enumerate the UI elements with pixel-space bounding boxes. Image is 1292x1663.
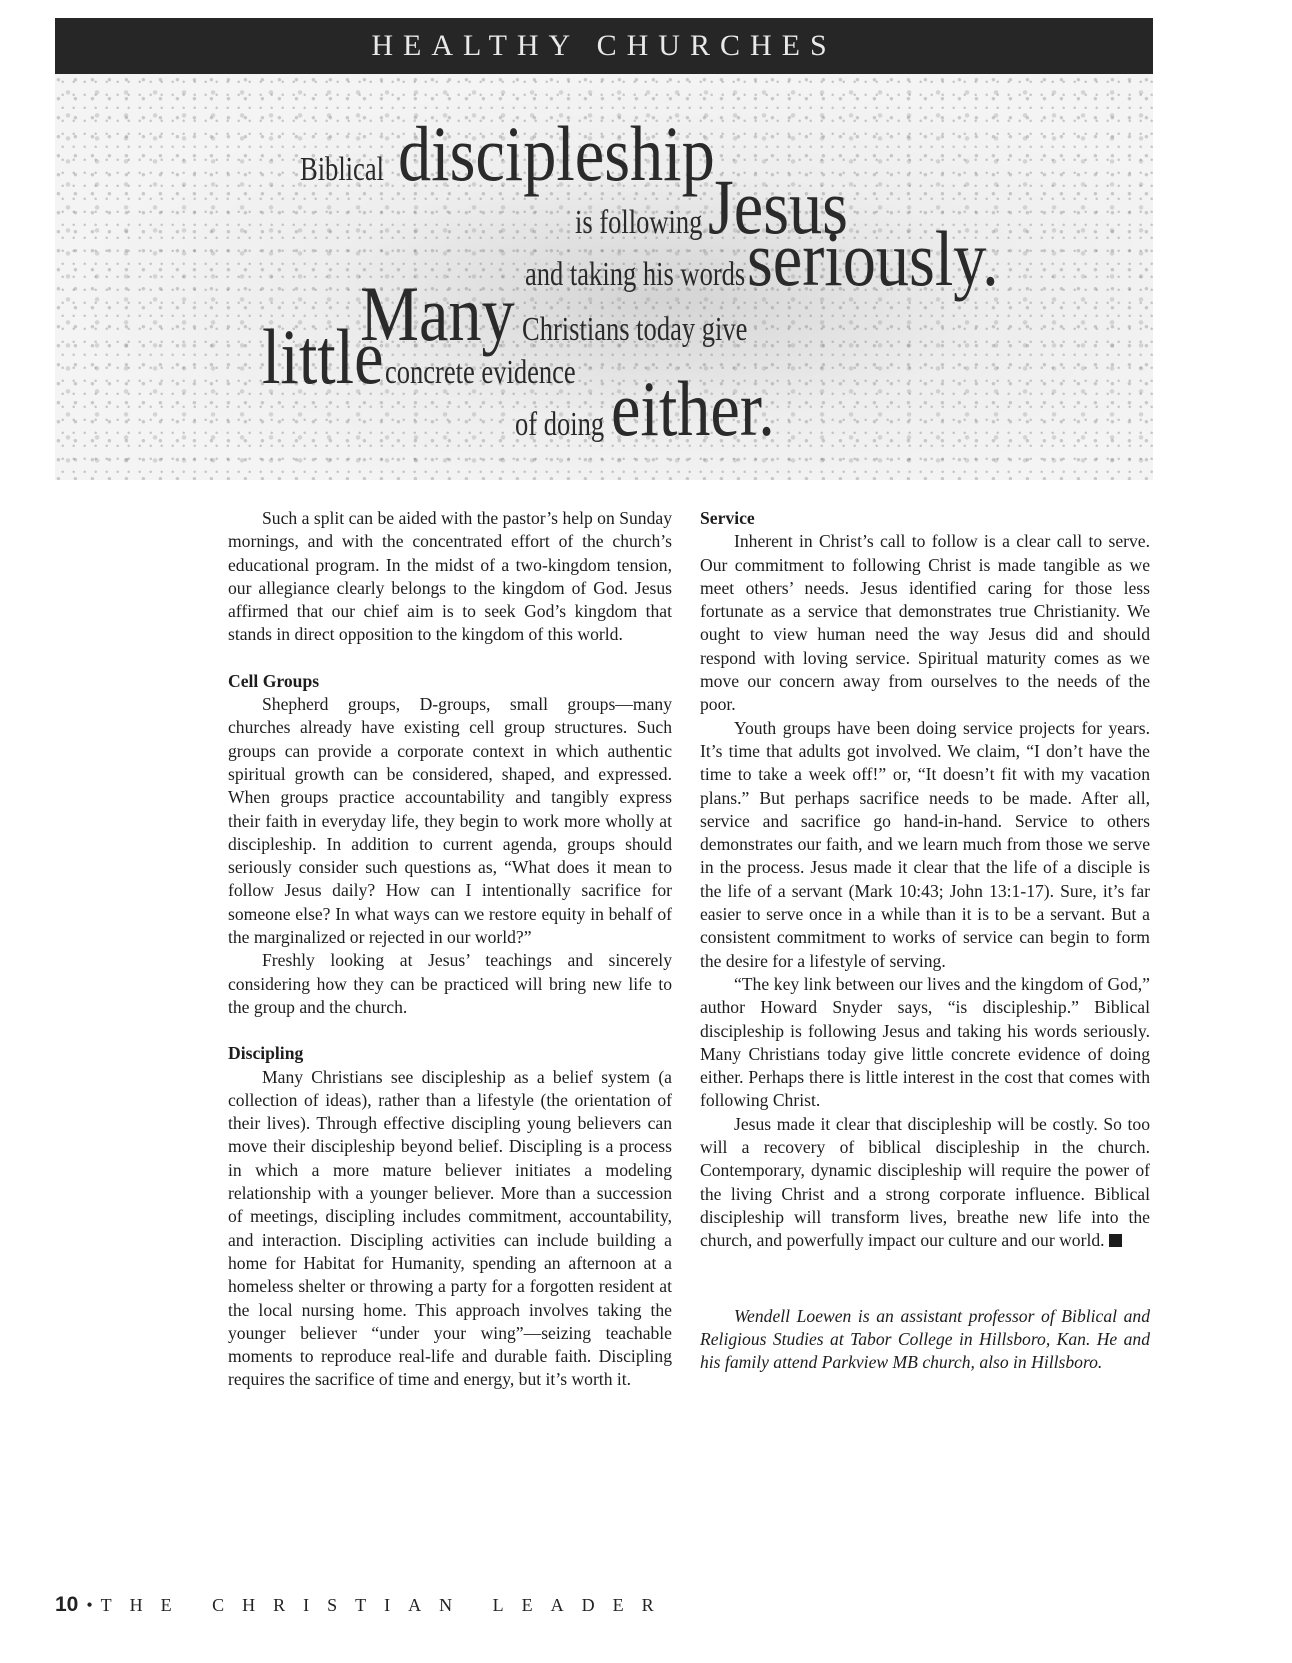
pullquote-emphasis: either. [611,365,776,452]
pullquote-emphasis: seriously. [747,215,1000,302]
author-bio-text: Wendell Loewen is an assistant professor of Biblical and Religious Studies at Tabor College in Hillsboro, Kan. He and his family attend Parkview MB church, also in Hillsboro. [700,1305,1150,1373]
intro-paragraph: Such a split can be aided with the pastor’s help on Sunday mornings, and with the concentrated effort of the church’s educational program. In the midst of a two-kingdom tension, our allegiance clearly belongs to the kingdom of God. Jesus affirmed that our chief aim is to seek God’s kingdom that stands in direct opposition to the kingdom of this world. [228,508,672,645]
section-header [55,18,1153,74]
service-paragraph-2: Youth groups have been doing service projects for years. It’s time that adults got involved. We claim, “I don’t have the time to take a week off!” or, “It doesn’t fit with my vacation plans.” But perhaps sacrifice needs to be made. After all, service and sacrifice go hand-in-hand. Service to others demonstrates our faith, and we learn much from those we serve in the process. Jesus made it clear that the life of a disciple is the life of a servant (Mark 10:43; John 13:1-17). Sure, it’s far easier to serve once in a while than it is to be a servant. But a consistent commitment to works of service can begin to form the desire for a lifestyle of serving. [700,717,1150,971]
cell-groups-heading: Cell Groups [228,670,320,691]
pullquote-emphasis: little [262,313,384,400]
service-paragraph-4 [700,1113,1150,1253]
pullquote-text: concrete evidence [384,354,576,391]
pullquote-text: Biblical [300,151,384,188]
pullquote-text: Christians today give [521,311,748,348]
magazine-name: THE CHRISTIAN LEADER [100,1595,672,1615]
pullquote-text: of doing [515,406,605,443]
page-number: 10 [55,1593,79,1616]
pullquote-emphasis: Jesus [708,163,849,250]
cell-groups-paragraph-2: Freshly looking at Jesus’ teachings and sincerely considering how they can be practiced will bring new life to the group and the church. [228,950,672,1017]
service-heading: Service [700,508,755,528]
pullquote-line-6 [515,365,804,452]
pullquote-text: and taking his words [525,256,746,293]
footer-separator: • [86,1595,93,1615]
article-column-left [228,507,672,1392]
discipling-heading: Discipling [228,1043,304,1064]
service-paragraph-3: “The key link between our lives and the kingdom of God,” author Howard Snyder says, “is discipleship.” Biblical discipleship is following Jesus and taking his words seriously. Many Christians today give little concrete evidence of doing either. Perhaps there is little interest in the cost that comes with following Christ. [700,973,1150,1111]
end-mark-icon [1109,1234,1122,1247]
article-column-right [700,507,1150,1374]
pullquote-text: is following [575,204,703,241]
author-bio [700,1305,1150,1375]
service-paragraph-4-text: Jesus made it clear that discipleship will be costly. So too will a recovery of biblical discipleship in the church. Contemporary, dynamic discipleship will require the power of the living Christ and a strong corporate influence. Biblical discipleship will transform lives, breathe new life into the church, and powerfully impact our culture and our world. [700,1113,1150,1251]
pullquote-emphasis: discipleship [397,110,715,197]
page-footer [55,1593,672,1617]
service-paragraph-1: Inherent in Christ’s call to follow is a clear call to serve. Our commitment to following Christ is made tangible as we meet others’ needs. Jesus identified caring for those less fortunate as a service that demonstrates true Christianity. We ought to view human need the way Jesus did and should respond with loving service. Spiritual maturity comes as we move our concern away from ourselves to the needs of the poor. [700,531,1150,715]
section-title: HEALTHY CHURCHES [371,29,837,62]
discipling-paragraph: Many Christians see discipleship as a belief system (a collection of ideas), rather than a lifestyle (the orientation of their lives). Through effective discipling young believers can move their discipleship beyond belief. Discipling is a process in which a more mature believer initiates a modeling relationship with a younger believer. More than a succession of meetings, discipling includes commitment, accountability, and interaction. Discipling activities can include building a home for Habitat for Humanity, spending an afternoon at a homeless shelter or throwing a party for a forgotten resident at the local nursing home. This approach involves taking the younger believer “under your wing”—seizing teachable moments to reproduce real-life and durable faith. Discipling requires the sacrifice of time and energy, but it’s worth it. [228,1066,672,1390]
pullquote-emphasis: Many [360,270,515,357]
cell-groups-paragraph-1: Shepherd groups, D-groups, small groups—many churches already have existing cell group structures. Such groups can provide a corporate context in which authentic spiritual growth can be considered, shaped, and expressed. When groups practice accountability and tangibly express their faith in everyday life, they begin to work more wholly at discipleship. In addition to current agenda, groups should seriously consider such questions as, “What does it mean to follow Jesus daily? How can I intentionally sacrifice for someone else? In what ways can we restore equity in behalf of the marginalized or rejected in our world?” [228,694,672,948]
